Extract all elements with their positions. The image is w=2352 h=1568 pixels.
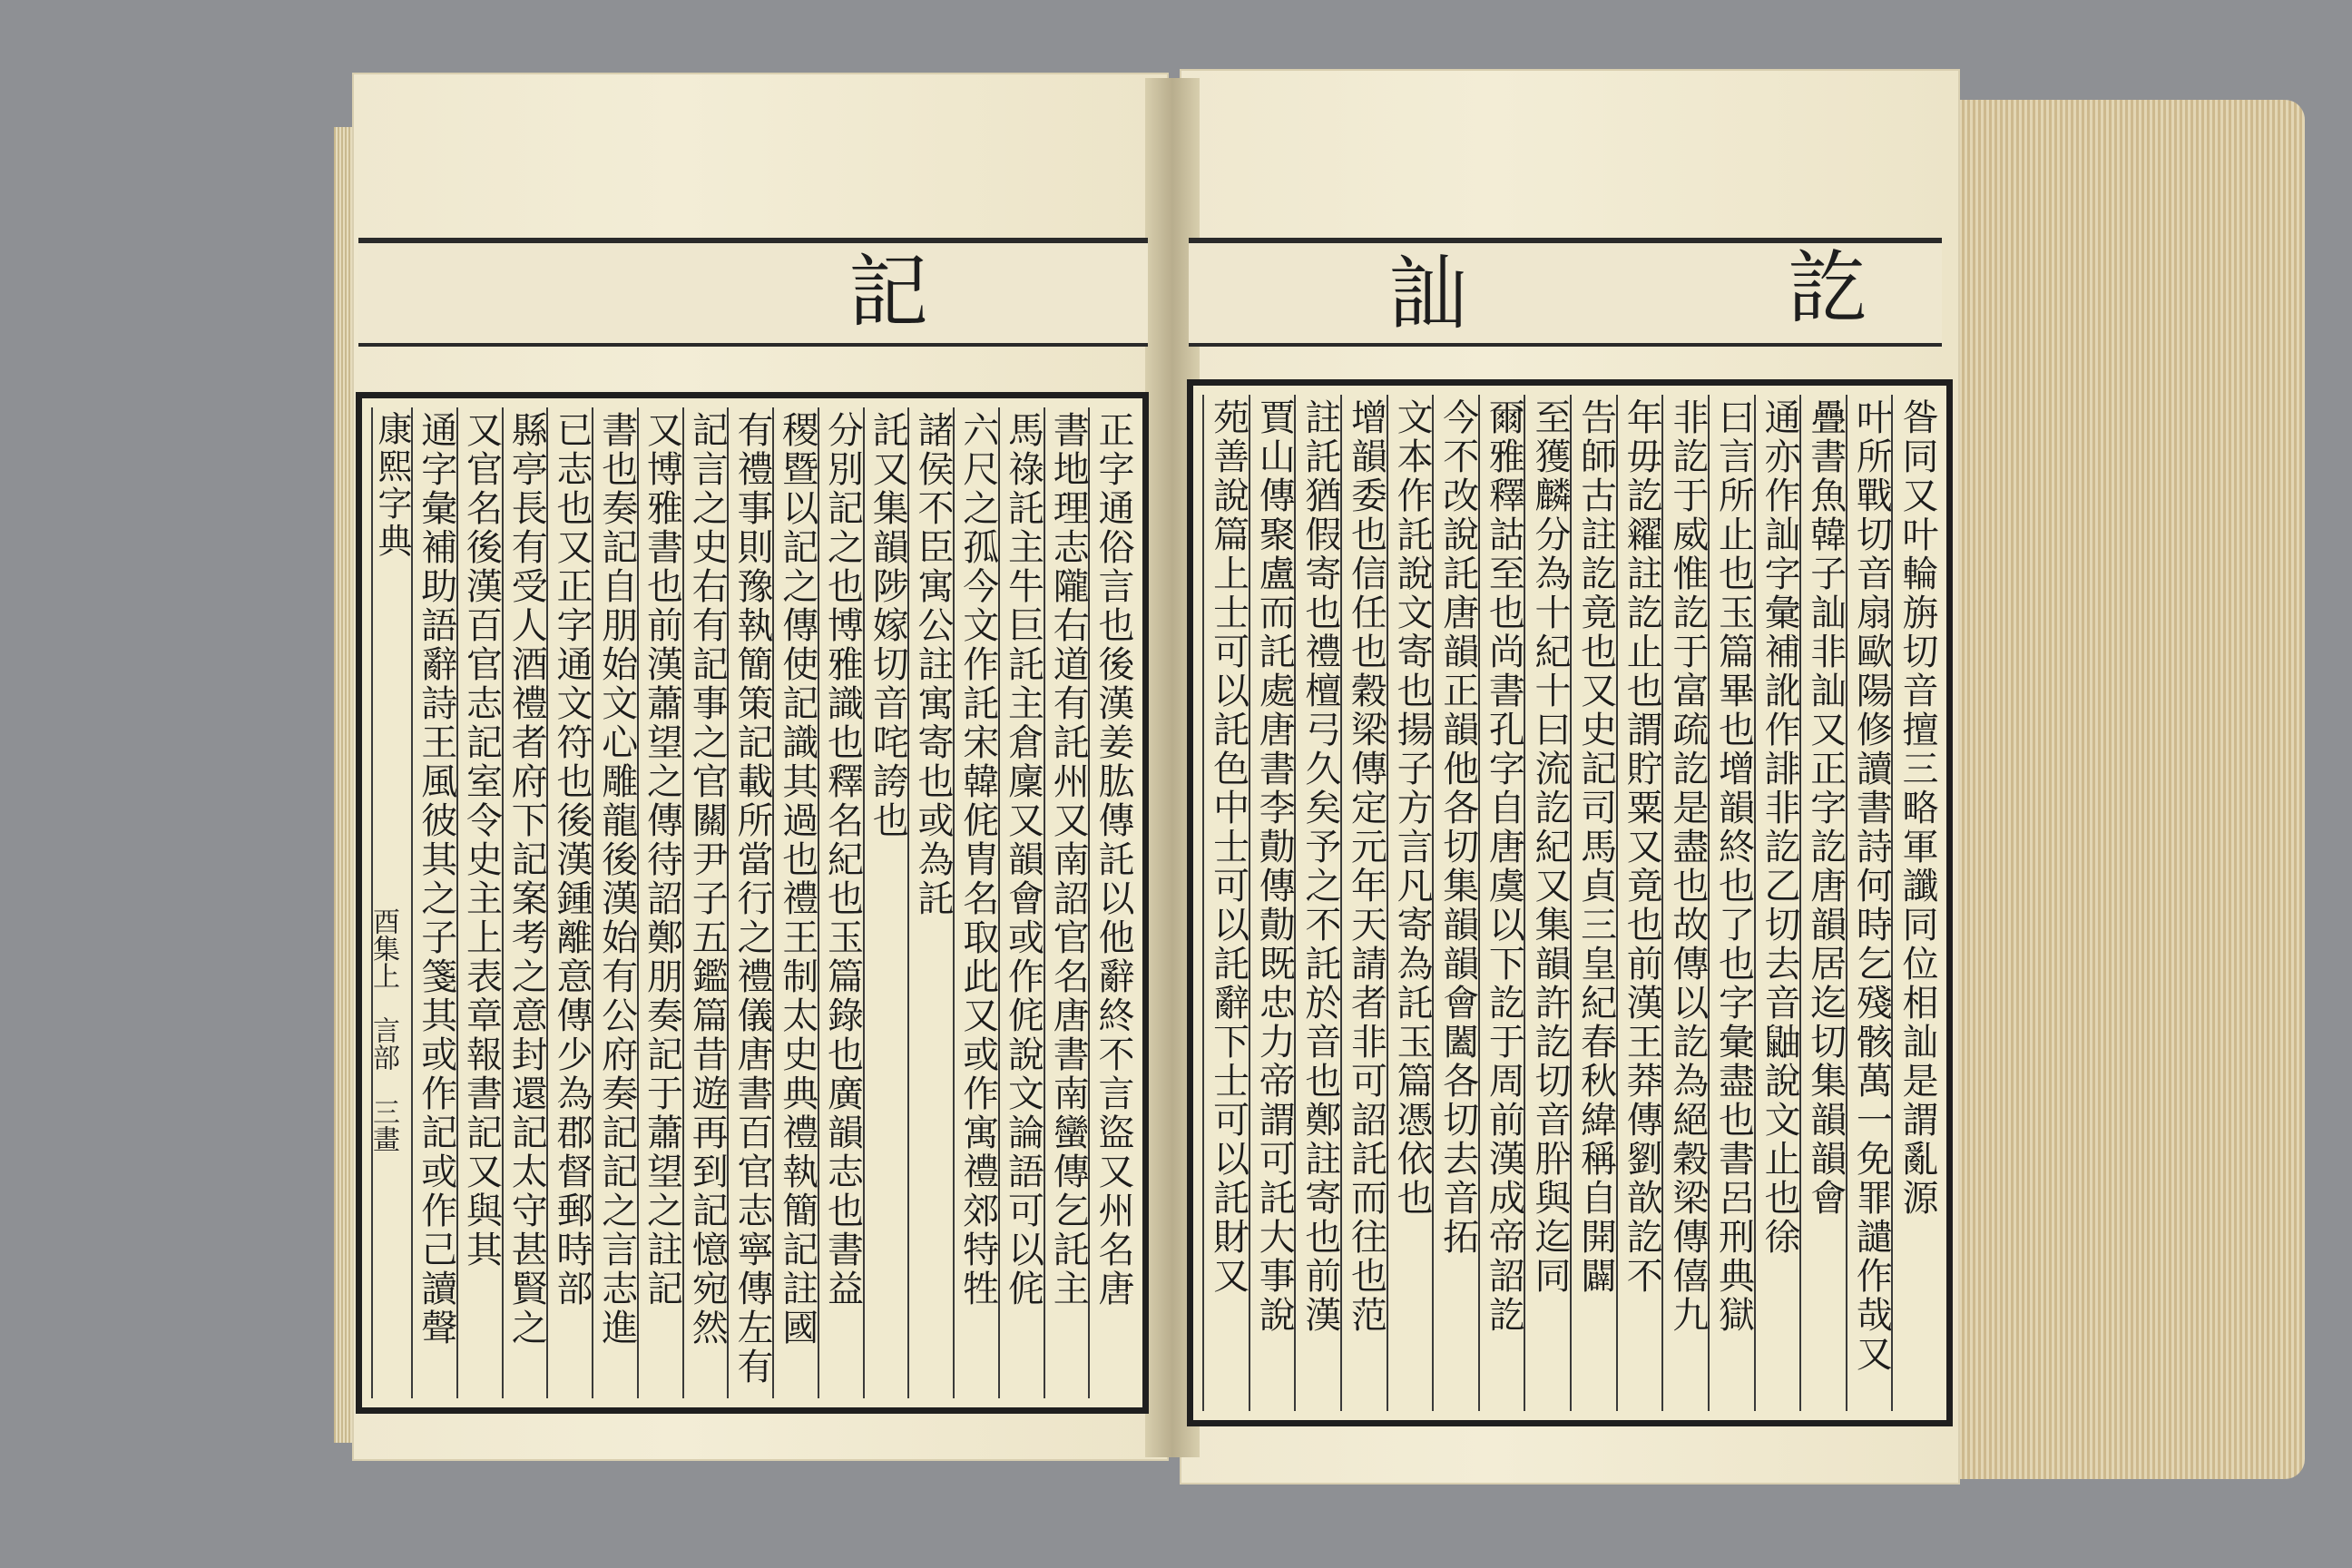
right-column-8: 告師古註訖竟也又史記司馬貞三皇紀春秋緯稱自開闢 bbox=[1570, 395, 1616, 1411]
left-column-3: 馬祿託主牛巨託主倉廩又韻會或作侂說文論語可以侂 bbox=[998, 407, 1044, 1398]
right-column-10: 爾雅釋詁至也尚書孔字自唐虞以下訖于周前漢成帝詔訖 bbox=[1478, 395, 1524, 1411]
right-header-char-2: 訕 bbox=[1388, 247, 1469, 340]
left-column-9: 有禮事則豫執簡策記載所當行之禮儀唐書百官志寧傳左有 bbox=[727, 407, 772, 1398]
right-columns bbox=[1202, 395, 1937, 1411]
left-columns bbox=[371, 407, 1133, 1398]
right-column-15: 賈山傳聚盧而託處唐書李勣傳勣既忠力帝謂可託大事說 bbox=[1249, 395, 1295, 1411]
right-column-16: 苑善說篇上士可以託色中士可以託辭下士可以託財又 bbox=[1202, 395, 1249, 1411]
left-text-frame bbox=[356, 392, 1149, 1414]
right-column-1: 昝同又叶輪旃切音擅三略軍讖同位相訕是謂亂源 bbox=[1891, 395, 1937, 1411]
left-column-12: 書也奏記自朋始文心雕龍後漢始有公府奏記記之言志進 bbox=[592, 407, 637, 1398]
left-column-6: 託又集韻陟嫁切音咤誇也 bbox=[863, 407, 908, 1398]
right-column-5: 曰言所止也玉篇畢也增韻終也了也字彙盡也書呂刑典獄 bbox=[1708, 395, 1754, 1411]
right-column-4: 通亦作訕字彙補訛作誹非訖乙切去音鼬說文止也徐 bbox=[1754, 395, 1800, 1411]
left-column-11: 又博雅書也前漢蕭望之傳待詔鄭朋奏記于蕭望之註記 bbox=[637, 407, 682, 1398]
left-column-1: 正字通俗言也後漢姜肱傳託以他辭終不言盜又州名唐 bbox=[1088, 407, 1133, 1398]
left-margin-info: 酉集上 言部 三畫 bbox=[368, 907, 399, 1152]
left-column-16: 通字彙補助語辭詩王風彼其之子箋其或作記或作己讀聲 bbox=[411, 407, 456, 1398]
left-column-8: 稷暨以記之傳使記識其過也禮王制太史典禮執簡記註國 bbox=[772, 407, 818, 1398]
left-column-10: 記言之史右有記事之官關尹子五鑑篇昔遊再到記憶宛然 bbox=[682, 407, 728, 1398]
right-column-2: 叶所戰切音扇歐陽修讀書詩何時乞殘骸萬一免罪譴作哉又 bbox=[1846, 395, 1892, 1411]
right-column-3: 疊書魚韓子訕非訕又正字訖唐韻居迄切集韻韻會 bbox=[1799, 395, 1846, 1411]
right-column-7: 年毋訖糴註訖止也謂貯粟又竟也前漢王莽傳劉歆訖不 bbox=[1616, 395, 1662, 1411]
left-column-4: 六尺之孤今文作託宋韓侂胄名取此又或作寓禮郊特牲 bbox=[953, 407, 998, 1398]
right-header-band bbox=[1189, 238, 1942, 347]
left-column-2: 書地理志隴右道有託州又南詔官名唐書南蠻傳乞託主 bbox=[1044, 407, 1089, 1398]
left-column-13: 已志也又正字通文符也後漢鍾離意傳少為郡督郵時部 bbox=[546, 407, 592, 1398]
left-column-5: 諸侯不臣寓公註寓寄也或為託 bbox=[907, 407, 953, 1398]
right-text-frame bbox=[1187, 379, 1953, 1426]
left-margin-title: 康熙字典 bbox=[371, 407, 411, 1398]
right-header-char-1: 訖 bbox=[1788, 241, 1868, 335]
left-column-14: 縣亭長有受人酒禮者府下記案考之意封還記太守甚賢之 bbox=[502, 407, 547, 1398]
left-header-band bbox=[358, 238, 1148, 347]
left-header-char: 記 bbox=[848, 245, 929, 338]
right-column-11: 今不改說託唐韻正韻他各切集韻韻會闔各切去音拓 bbox=[1432, 395, 1478, 1411]
left-column-15: 又官名後漢百官志記室令史主上表章報書記又與其 bbox=[456, 407, 502, 1398]
right-column-9: 至獲麟分為十紀十曰流訖紀又集韻許訖切音肸與迄同 bbox=[1524, 395, 1570, 1411]
left-column-7: 分別記之也博雅識也釋名紀也玉篇錄也廣韻志也書益 bbox=[818, 407, 863, 1398]
right-column-14: 註託猶假寄也禮檀弓久矣予之不託於音也鄭註寄也前漢 bbox=[1294, 395, 1340, 1411]
right-column-6: 非訖于威惟訖于富疏訖是盡也故傳以訖為絕穀梁傳僖九 bbox=[1661, 395, 1708, 1411]
right-column-12: 文本作託說文寄也揚子方言凡寄為託玉篇憑依也 bbox=[1387, 395, 1433, 1411]
right-column-13: 增韻委也信任也穀梁傳定元年天請者非可詔託而往也范 bbox=[1340, 395, 1387, 1411]
page-edges-right bbox=[1951, 100, 2305, 1479]
